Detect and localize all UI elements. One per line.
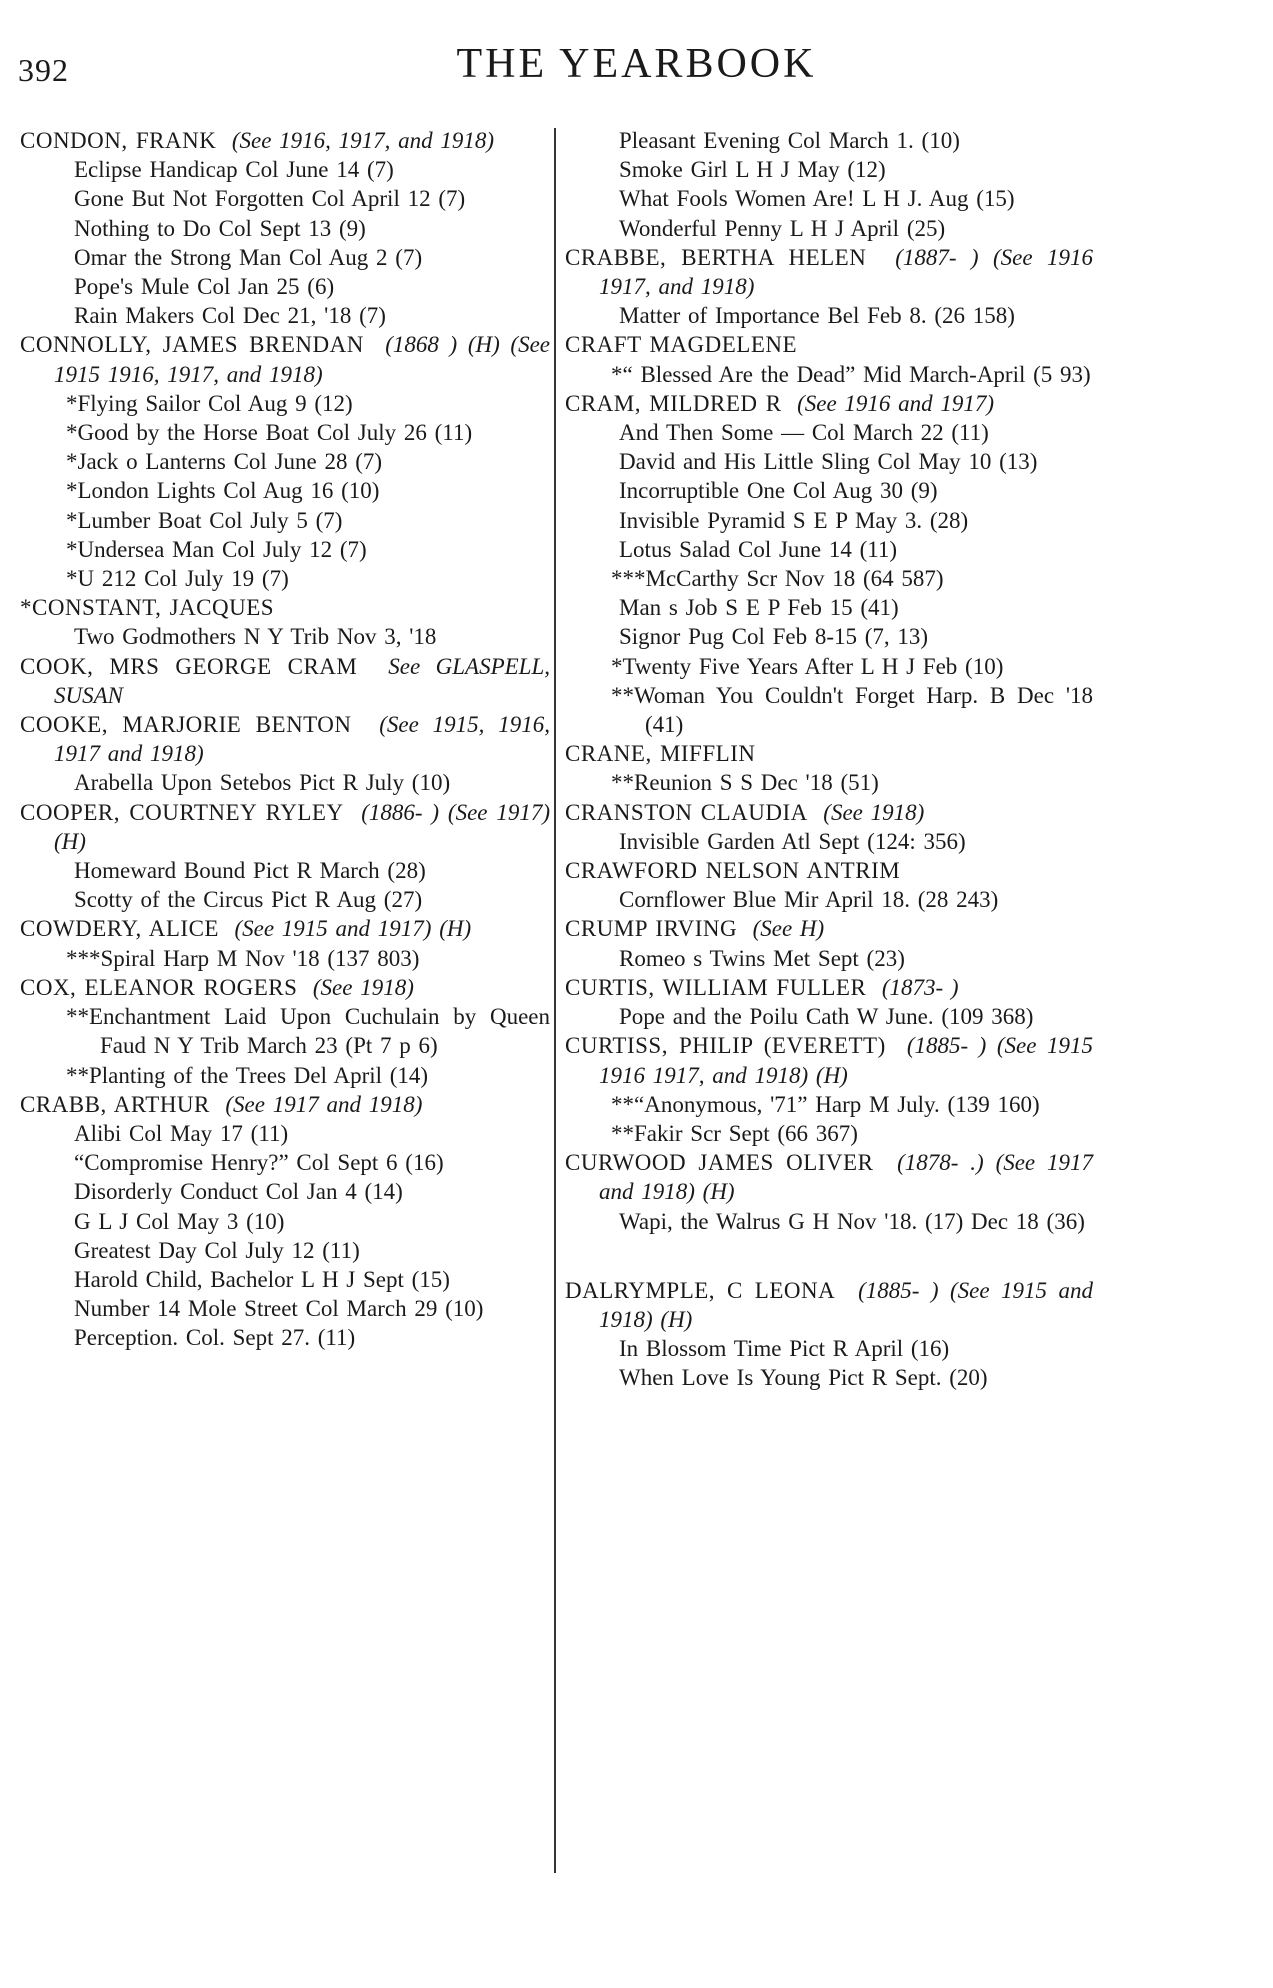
author-heading [565, 856, 1093, 885]
author-heading [565, 914, 1093, 943]
author-entry [565, 1276, 1093, 1393]
author-entry [20, 973, 550, 1090]
running-title: THE YEARBOOK [456, 41, 817, 87]
author-name: *CONSTANT, JACQUES [20, 595, 275, 621]
author-entry [565, 739, 1093, 797]
author-reference: (1886- ) (See 1917) (H) [54, 799, 550, 854]
story-listing: *U 212 Col July 19 (7) [66, 566, 289, 592]
story-listing: *Flying Sailor Col Aug 9 (12) [66, 390, 353, 416]
story-listing: *Jack o Lanterns Col June 28 (7) [66, 449, 383, 475]
author-heading [565, 798, 1093, 827]
author-entry [565, 330, 1093, 388]
author-heading [20, 593, 550, 622]
author-reference: (1873- ) [881, 974, 959, 1000]
author-name: CRANSTON CLAUDIA [565, 799, 808, 825]
story-listing: **Enchantment Laid Upon Cuchulain by Queen Faud N Y Trib March 23 (Pt 7 p 6) [66, 1004, 550, 1059]
story-listing: **Woman You Couldn't Forget Harp. B Dec '18 (41) [611, 682, 1093, 738]
story-listing: Disorderly Conduct Col Jan 4 (14) [74, 1179, 403, 1205]
author-reference: (See 1915, 1916, 1917 and 1918) [54, 712, 551, 767]
author-name: CRABB, ARTHUR [20, 1091, 210, 1117]
author-entry [565, 798, 1093, 856]
story-listing: Lotus Salad Col June 14 (11) [619, 536, 898, 562]
story-listing: Omar the Strong Man Col Aug 2 (7) [74, 244, 423, 270]
author-entry [20, 593, 550, 651]
author-heading [565, 1276, 1093, 1334]
story-listing: *Twenty Five Years After L H J Feb (10) [611, 653, 1004, 679]
author-reference: (See 1916 and 1917) [797, 390, 995, 416]
author-reference: (See 1918) [312, 974, 414, 1000]
story-listing: **Fakir Scr Sept (66 367) [611, 1120, 858, 1146]
author-reference: (See 1917 and 1918) [225, 1091, 423, 1117]
author-entry [565, 389, 1093, 739]
author-name: CURTIS, WILLIAM FULLER [565, 974, 867, 1000]
author-reference: (See 1916, 1917, and 1918) [231, 128, 495, 153]
page-number: 392 [18, 52, 69, 88]
author-entry [20, 330, 550, 593]
author-entry [565, 126, 1093, 243]
story-listing: Scotty of the Circus Pict R Aug (27) [74, 887, 423, 913]
author-heading [565, 739, 1093, 768]
story-listing: Gone But Not Forgotten Col April 12 (7) [74, 186, 466, 212]
story-listing: *“ Blessed Are the Dead” Mid March-April (5 93) [611, 361, 1091, 387]
story-listing: G L J Col May 3 (10) [74, 1208, 285, 1234]
author-heading [20, 914, 550, 943]
author-entry [565, 1148, 1093, 1236]
column-divider [554, 128, 556, 1873]
story-listing: Pope's Mule Col Jan 25 (6) [74, 274, 335, 300]
author-heading [20, 973, 550, 1002]
author-entry [565, 914, 1093, 972]
story-listing: *Good by the Horse Boat Col July 26 (11) [66, 420, 473, 446]
author-name: CRAM, MILDRED R [565, 390, 782, 416]
author-name: CURWOOD JAMES OLIVER [565, 1150, 874, 1176]
story-listing: **“Anonymous, '71” Harp M July. (139 160) [611, 1091, 1040, 1117]
story-listing: Man s Job S E P Feb 15 (41) [619, 595, 899, 621]
author-heading [20, 652, 550, 710]
author-reference: (See 1915 and 1917) (H) [234, 916, 472, 942]
left-column [20, 126, 550, 1353]
author-heading [565, 1031, 1093, 1089]
author-name: COOKE, MARJORIE BENTON [20, 712, 352, 738]
story-listing: Wapi, the Walrus G H Nov '18. (17) Dec 18 (36) [619, 1208, 1085, 1234]
story-listing: Signor Pug Col Feb 8-15 (7, 13) [619, 624, 929, 650]
story-listing: Invisible Pyramid S E P May 3. (28) [619, 507, 969, 533]
author-entry [565, 856, 1093, 914]
entry-gap [565, 1236, 1093, 1276]
author-entry [565, 243, 1093, 331]
author-name: CURTISS, PHILIP (EVERETT) [565, 1033, 886, 1059]
author-reference: (1885- ) (See 1915 1916 1917, and 1918) (H) [599, 1033, 1093, 1088]
story-listing: Two Godmothers N Y Trib Nov 3, '18 [74, 624, 437, 650]
story-listing: David and His Little Sling Col May 10 (13) [619, 449, 1038, 475]
author-reference: (1887- ) (See 1916 1917, and 1918) [599, 244, 1094, 300]
story-listing: Perception. Col. Sept 27. (11) [74, 1325, 356, 1351]
author-heading [565, 243, 1093, 301]
author-name: CRUMP IRVING [565, 916, 738, 942]
author-reference: (1868 ) (H) (See 1915 1916, 1917, and 1918) [54, 332, 551, 387]
author-entry [20, 126, 550, 330]
author-heading [565, 330, 1093, 359]
story-listing: Harold Child, Bachelor L H J Sept (15) [74, 1266, 450, 1292]
author-entry [20, 914, 550, 972]
story-listing: Smoke Girl L H J May (12) [619, 157, 886, 183]
author-name: CRAFT MAGDELENE [565, 332, 798, 358]
author-heading [20, 126, 550, 155]
story-listing: Romeo s Twins Met Sept (23) [619, 945, 905, 971]
author-entry [20, 1090, 550, 1353]
story-listing: “Compromise Henry?” Col Sept 6 (16) [74, 1150, 444, 1176]
story-listing: *London Lights Col Aug 16 (10) [66, 478, 380, 504]
author-heading [565, 389, 1093, 418]
story-listing: Alibi Col May 17 (11) [74, 1120, 289, 1146]
author-heading [20, 710, 550, 768]
author-reference: (1885- ) (See 1915 and 1918) (H) [599, 1277, 1093, 1332]
story-listing: Invisible Garden Atl Sept (124: 356) [619, 828, 966, 854]
story-listing: ***McCarthy Scr Nov 18 (64 587) [611, 566, 944, 592]
story-listing: **Planting of the Trees Del April (14) [66, 1062, 429, 1088]
author-entry [565, 1031, 1093, 1148]
author-name: CRANE, MIFFLIN [565, 741, 756, 767]
author-name: COOK, MRS GEORGE CRAM [20, 653, 358, 679]
author-heading [565, 973, 1093, 1002]
author-name: COX, ELEANOR ROGERS [20, 974, 298, 1000]
author-name: CRABBE, BERTHA HELEN [565, 244, 867, 270]
story-listing: Pleasant Evening Col March 1. (10) [619, 128, 960, 153]
author-entry [20, 798, 550, 915]
author-entry [565, 973, 1093, 1031]
author-heading [565, 1148, 1093, 1206]
author-name: CONDON, FRANK [20, 128, 217, 153]
story-listing: *Undersea Man Col July 12 (7) [66, 536, 367, 562]
story-listing: Incorruptible One Col Aug 30 (9) [619, 478, 938, 504]
story-listing: Number 14 Mole Street Col March 29 (10) [74, 1296, 484, 1322]
story-listing: Arabella Upon Setebos Pict R July (10) [74, 770, 451, 796]
story-listing: Homeward Bound Pict R March (28) [74, 858, 426, 884]
author-entry [20, 652, 550, 710]
author-name: CONNOLLY, JAMES BRENDAN [20, 332, 364, 358]
right-column [565, 126, 1093, 1393]
story-listing: Pope and the Poilu Cath W June. (109 368) [619, 1004, 1034, 1030]
story-listing: Greatest Day Col July 12 (11) [74, 1237, 360, 1263]
author-name: CRAWFORD NELSON ANTRIM [565, 858, 901, 884]
story-listing: ***Spiral Harp M Nov '18 (137 803) [66, 945, 420, 971]
author-reference: (1878- .) (See 1917 and 1918) (H) [599, 1150, 1093, 1205]
story-listing: *Lumber Boat Col July 5 (7) [66, 507, 343, 533]
story-listing: In Blossom Time Pict R April (16) [619, 1336, 950, 1362]
story-listing: When Love Is Young Pict R Sept. (20) [619, 1365, 988, 1391]
author-name: COOPER, COURTNEY RYLEY [20, 799, 344, 825]
story-listing: Rain Makers Col Dec 21, '18 (7) [74, 303, 386, 329]
author-reference: (See 1918) [823, 799, 925, 825]
story-listing: Eclipse Handicap Col June 14 (7) [74, 157, 394, 183]
author-heading [20, 798, 550, 856]
author-heading [20, 1090, 550, 1119]
author-reference: See GLASPELL, SUSAN [54, 653, 550, 708]
author-heading [20, 330, 550, 388]
story-listing: Wonderful Penny L H J April (25) [619, 215, 946, 241]
author-entry [20, 710, 550, 798]
story-listing: Cornflower Blue Mir April 18. (28 243) [619, 887, 999, 913]
story-listing: Matter of Importance Bel Feb 8. (26 158) [619, 303, 1015, 329]
story-listing: What Fools Women Are! L H J. Aug (15) [619, 186, 1015, 212]
author-name: DALRYMPLE, C LEONA [565, 1277, 836, 1303]
author-name: COWDERY, ALICE [20, 916, 219, 942]
story-listing: **Reunion S S Dec '18 (51) [611, 770, 879, 796]
story-listing: And Then Some — Col March 22 (11) [619, 420, 989, 446]
author-reference: (See H) [752, 916, 825, 942]
story-listing: Nothing to Do Col Sept 13 (9) [74, 215, 366, 241]
